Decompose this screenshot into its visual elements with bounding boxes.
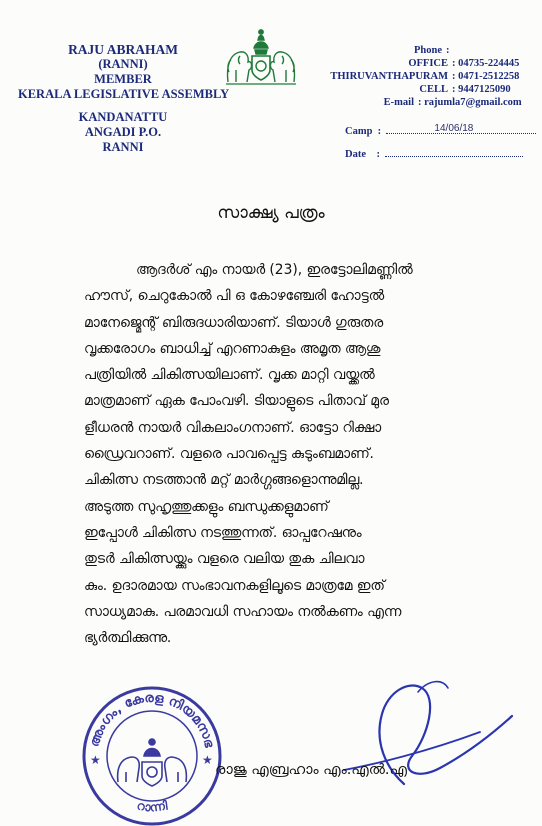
body-line: തുടർ ചികിത്സയ്ക്കും വളരെ വലിയ തുക ചിലവാ: [84, 551, 365, 568]
official-seal-icon: [76, 678, 228, 826]
constituency: (RANNI): [98, 57, 148, 71]
phone-label: Phone: [413, 45, 442, 56]
body-line: കും. ഉദാരമായ സംഭാവനകളിലൂടെ മാത്രമേ ഇത്: [84, 577, 385, 594]
cell-label: CELL: [419, 84, 448, 95]
body-line: ഡ്രൈവറാണ്. വളരെ പാവപ്പെട്ട കുടുംബമാണ്.: [84, 446, 374, 463]
body-line: മാനേജ്മെന്റ് ബിരുദധാരിയാണ്. ടിയാൾ ഗുരുതര: [84, 314, 384, 331]
body-line: വൃക്കരോഗം ബാധിച്ച് എറണാകുളം അമൃത ആശു: [84, 340, 381, 357]
email-address: rajumla7@gmail.com: [424, 97, 522, 108]
office-phone: 04735-224445: [458, 58, 520, 69]
body-line: മാത്രമാണ് ഏക പോംവഴി. ടിയാളുടെ പിതാവ് മുര: [84, 393, 389, 410]
date-row: Date :: [345, 146, 523, 160]
body-line: ആദർശ് എം നായർ (23), ഇരട്ടോലിമണ്ണിൽ: [136, 262, 413, 278]
certificate-body: [84, 257, 470, 651]
assembly-name: KERALA LEGISLATIVE ASSEMBLY: [18, 87, 230, 101]
body-line: ഇപ്പോൾ ചികിത്സ നടത്തുന്നത്. ഓപ്പറേഷനും: [84, 524, 362, 541]
svg-text:★: ★: [90, 753, 101, 767]
member-role: MEMBER: [94, 72, 152, 86]
seal-bottom-text: റാന്നി: [135, 798, 169, 815]
svg-text:റാന്നി: [136, 798, 169, 814]
contact-block: Phone : OFFICE : 04735-224445 THIRUVANTHAPURAM : 0471-2512258 CELL : 9447125090 E-mail : rajumla7@gmail.com: [318, 44, 528, 109]
address-line-3: RANNI: [102, 140, 144, 154]
address-line-2: ANGADI P.O.: [84, 125, 162, 139]
email-label: E-mail: [383, 97, 414, 108]
body-line: ഹൗസ്, ചെറുകോൽ പി ഒ കോഴഞ്ചേരി ഹോട്ടൽ: [84, 288, 384, 305]
tvm-label: THIRUVANTHAPURAM: [330, 71, 448, 82]
svg-text:★: ★: [202, 753, 213, 767]
office-label: OFFICE: [408, 58, 448, 69]
kerala-emblem-icon: [222, 26, 300, 88]
member-name: RAJU ABRAHAM: [68, 42, 178, 57]
tvm-phone: 0471-2512258: [458, 71, 520, 82]
body-line: പത്രിയിൽ ചികിത്സയിലാണ്. വൃക്ക മാറ്റി വയ്ക്കൽ: [84, 367, 375, 384]
body-line: സാധ്യമാകു. പരമാവധി സഹായം നൽകണം എന്ന: [84, 603, 402, 620]
body-line: ചികിത്സ നടത്താൻ മറ്റ് മാർഗ്ഗങ്ങളൊന്നുമില്ല.: [84, 472, 364, 489]
body-line: അടുത്ത സുഹൃത്തുക്കളും ബന്ധുക്കളുമാണ്: [84, 498, 329, 515]
camp-row: Camp : 14/06/18: [345, 123, 536, 137]
seal-top-text: അംഗം, കേരള നിയമസഭ: [87, 690, 217, 750]
date-label: Date: [345, 149, 366, 160]
address-line-1: KANDANATTU: [78, 110, 168, 124]
letterhead-block: [18, 42, 228, 155]
document-title: സാക്ഷ്യ പത്രം: [217, 203, 325, 223]
signatory-name: രാജു എബ്രഹാം എം.എൽ.എ: [215, 762, 407, 778]
body-line: ളീധരൻ നായർ വികലാംഗനാണ്. ഓട്ടോ റിക്ഷാ: [84, 419, 382, 436]
body-line: ഭ്യർത്ഥിക്കുന്നു.: [84, 630, 172, 647]
cell-phone: 9447125090: [458, 84, 511, 95]
camp-date-handwritten: 14/06/18: [434, 123, 474, 134]
camp-label: Camp: [345, 126, 373, 137]
